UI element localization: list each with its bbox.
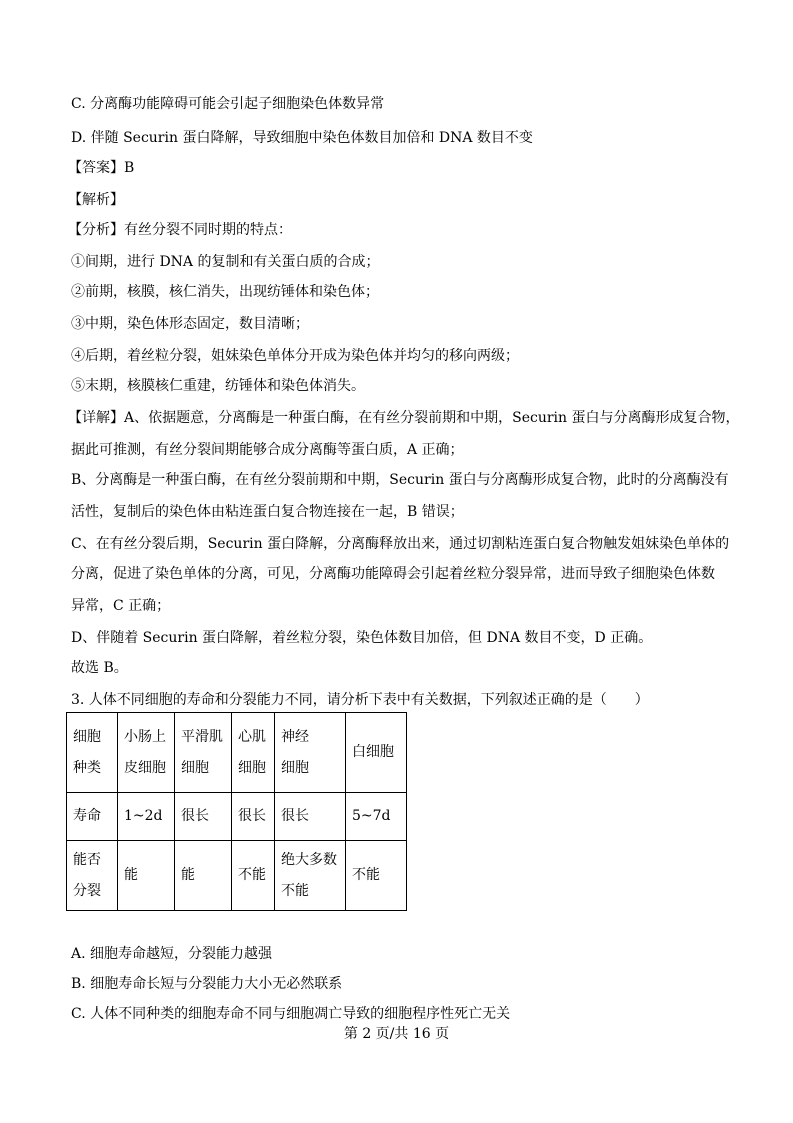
option-b: B. 细胞寿命长短与分裂能力大小无必然联系 [71,976,343,992]
analysis-item: ②前期，核膜，核仁消失，出现纺锤体和染色体； [71,284,379,300]
analysis-item: ①间期，进行 DNA 的复制和有关蛋白质的合成； [71,254,380,270]
detail-conclusion: 故选 B。 [71,660,128,676]
page-footer: 第 2 页/共 16 页 [343,1026,450,1042]
cell-lifespan-table [66,712,407,911]
table-cell: 不能 [232,841,275,911]
table-cell: 很长 [175,793,232,841]
table-cell: 绝大多数 不能 [275,841,346,911]
answer-label: 【答案】B [68,160,135,176]
table-cell: 白细胞 [346,713,407,793]
detail-c-line2: 分离，促进了染色单体的分离，可见，分离酶功能障碍会引起着丝粒分裂异常，进而导致子细胞染色体数 [71,566,715,582]
table-cell: 寿命 [67,793,118,841]
analysis-intro: 【分析】有丝分裂不同时期的特点： [68,222,292,238]
table-cell: 很长 [232,793,275,841]
table-cell: 1~2d [118,793,175,841]
table-cell: 小肠上 皮细胞 [118,713,175,793]
table-cell: 心肌 细胞 [232,713,275,793]
table-row [67,841,407,911]
detail-a-line1: 【详解】A、依据题意，分离酶是一种蛋白酶，在有丝分裂前期和中期，Securin 蛋白与分离酶形成复合物， [68,410,740,426]
option-d-top: D. 伴随 Securin 蛋白降解，导致细胞中染色体数目加倍和 DNA 数目不变 [71,130,533,146]
detail-d-line1: D、伴随着 Securin 蛋白降解，着丝粒分裂，染色体数目加倍，但 DNA 数目不变，D 正确。 [71,630,653,646]
analysis-item: ③中期，染色体形态固定，数目清晰； [71,316,309,332]
question-3-stem: 3. 人体不同细胞的寿命和分裂能力不同，请分析下表中有关数据，下列叙述正确的是（ ） [71,692,649,708]
table-cell: 5~7d [346,793,407,841]
analysis-item: ⑤末期，核膜核仁重建，纺锤体和染色体消失。 [71,378,365,394]
table-cell: 神经 细胞 [275,713,346,793]
table-cell: 能 [118,841,175,911]
option-c: C. 人体不同种类的细胞寿命不同与细胞凋亡导致的细胞程序性死亡无关 [71,1006,511,1022]
table-cell: 很长 [275,793,346,841]
table-row [67,793,407,841]
detail-c-line1: C、在有丝分裂后期，Securin 蛋白降解，分离酶释放出来，通过切割粘连蛋白复合物触发姐妹染色单体的 [71,536,730,552]
analysis-item: ④后期，着丝粒分裂，姐妹染色单体分开成为染色体并均匀的移向两级； [71,348,519,364]
detail-b-line2: 活性，复制后的染色体由粘连蛋白复合物连接在一起，B 错误； [71,504,464,520]
detail-b-line1: B、分离酶是一种蛋白酶，在有丝分裂前期和中期，Securin 蛋白与分离酶形成复合物，此时的分离酶没有 [71,472,729,488]
detail-c-line3: 异常，C 正确； [71,598,171,614]
detail-a-line2: 据此可推测，有丝分裂间期能够合成分离酶等蛋白质，A 正确； [71,442,464,458]
table-cell: 细胞 种类 [67,713,118,793]
table-cell: 不能 [346,841,407,911]
option-c-top: C. 分离酶功能障碍可能会引起子细胞染色体数异常 [71,96,385,112]
table-cell: 能 [175,841,232,911]
table-header-row [67,713,407,793]
option-a: A. 细胞寿命越短，分裂能力越强 [71,946,273,962]
table-cell: 平滑肌 细胞 [175,713,232,793]
analysis-label: 【解析】 [68,192,124,208]
table-cell: 能否 分裂 [67,841,118,911]
